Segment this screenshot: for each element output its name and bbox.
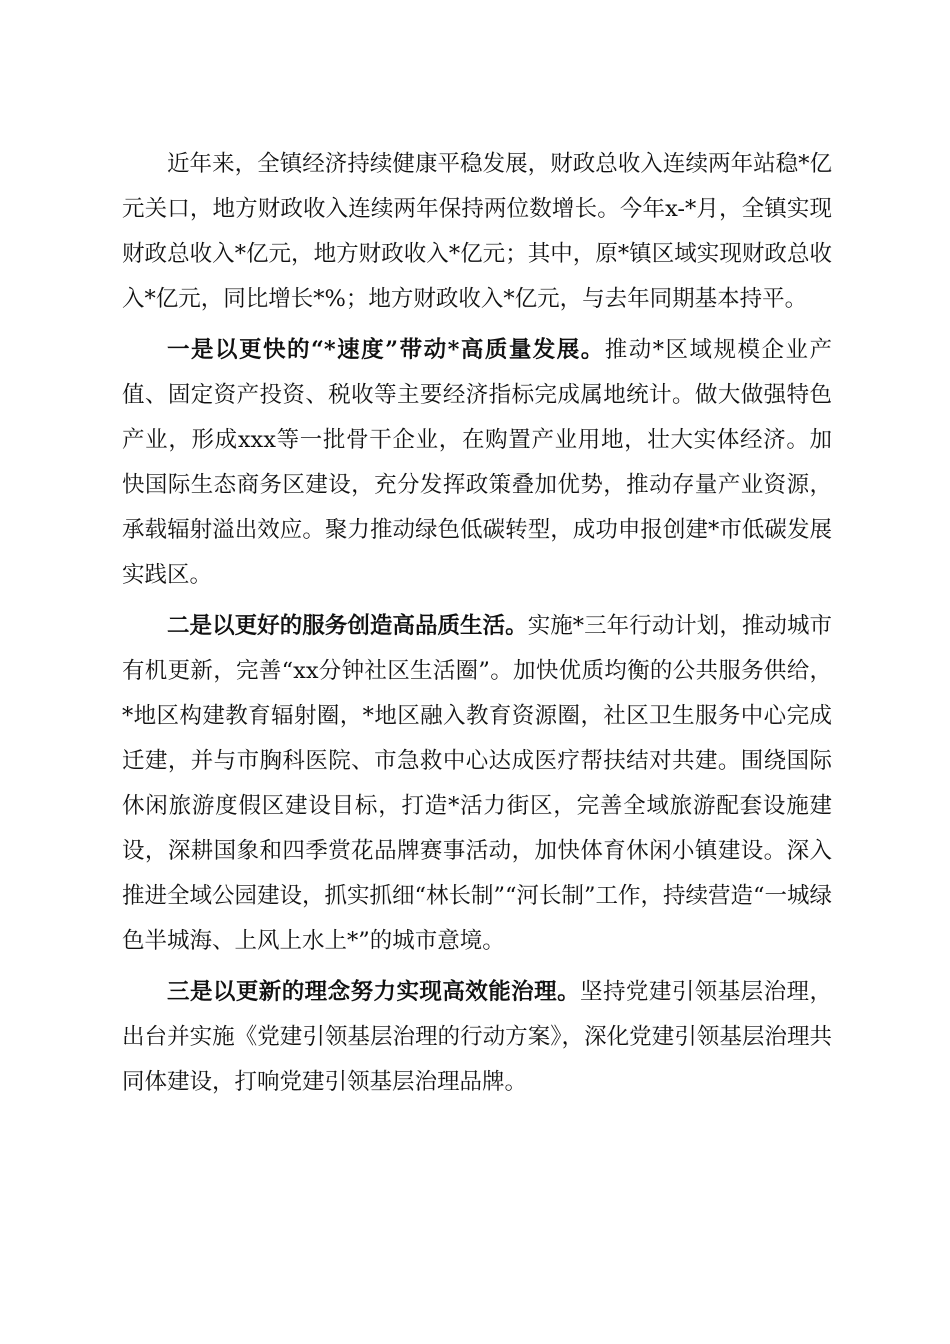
paragraph-text: 近年来，全镇经济持续健康平稳发展，财政总收入连续两年站稳*亿元关口，地方财政收入连续两年保持两位数增长。今年x-*月，全镇实现财政总收入*亿元，地方财政收入*亿元；其中，原*镇区域实现财政总收入*亿元，同比增长*%；地方财政收入*亿元，与去年同期基本持平。 xyxy=(122,151,832,312)
paragraph-text: 坚持党建引领基层治理，出台并实施《党建引领基层治理的行动方案》，深化党建引领基层治理共同体建设，打响党建引领基层治理品牌。 xyxy=(122,979,832,1095)
paragraph-lead: 三是以更新的理念努力实现高效能治理。 xyxy=(167,979,581,1005)
document-body xyxy=(122,142,832,1111)
paragraph-lead: 一是以更快的“*速度”带动*高质量发展。 xyxy=(167,337,605,363)
paragraph-text: 推动*区域规模企业产值、固定资产投资、税收等主要经济指标完成属地统计。做大做强特色产业，形成xxx等一批骨干企业，在购置产业用地，壮大实体经济。加快国际生态商务区建设，充分发挥政策叠加优势，推动存量产业资源，承载辐射溢出效应。聚力推动绿色低碳转型，成功申报创建*市低碳发展实践区。 xyxy=(122,337,832,588)
paragraph-point-3 xyxy=(122,970,832,1105)
paragraph-lead: 二是以更好的服务创造高品质生活。 xyxy=(167,613,528,639)
paragraph-point-2 xyxy=(122,604,832,964)
paragraph-text: 实施*三年行动计划，推动城市有机更新，完善“xx分钟社区生活圈”。加快优质均衡的公共服务供给，*地区构建教育辐射圈，*地区融入教育资源圈，社区卫生服务中心完成迁建，并与市胸科医院、市急救中心达成医疗帮扶结对共建。围绕国际休闲旅游度假区建设目标，打造*活力街区，完善全域旅游配套设施建设，深耕国象和四季赏花品牌赛事活动，加快体育休闲小镇建设。深入推进全域公园建设，抓实抓细“林长制”“河长制”工作，持续营造“一城绿色半城海、上风上水上*”的城市意境。 xyxy=(122,613,833,954)
paragraph-point-1 xyxy=(122,328,832,598)
paragraph-intro xyxy=(122,142,832,322)
